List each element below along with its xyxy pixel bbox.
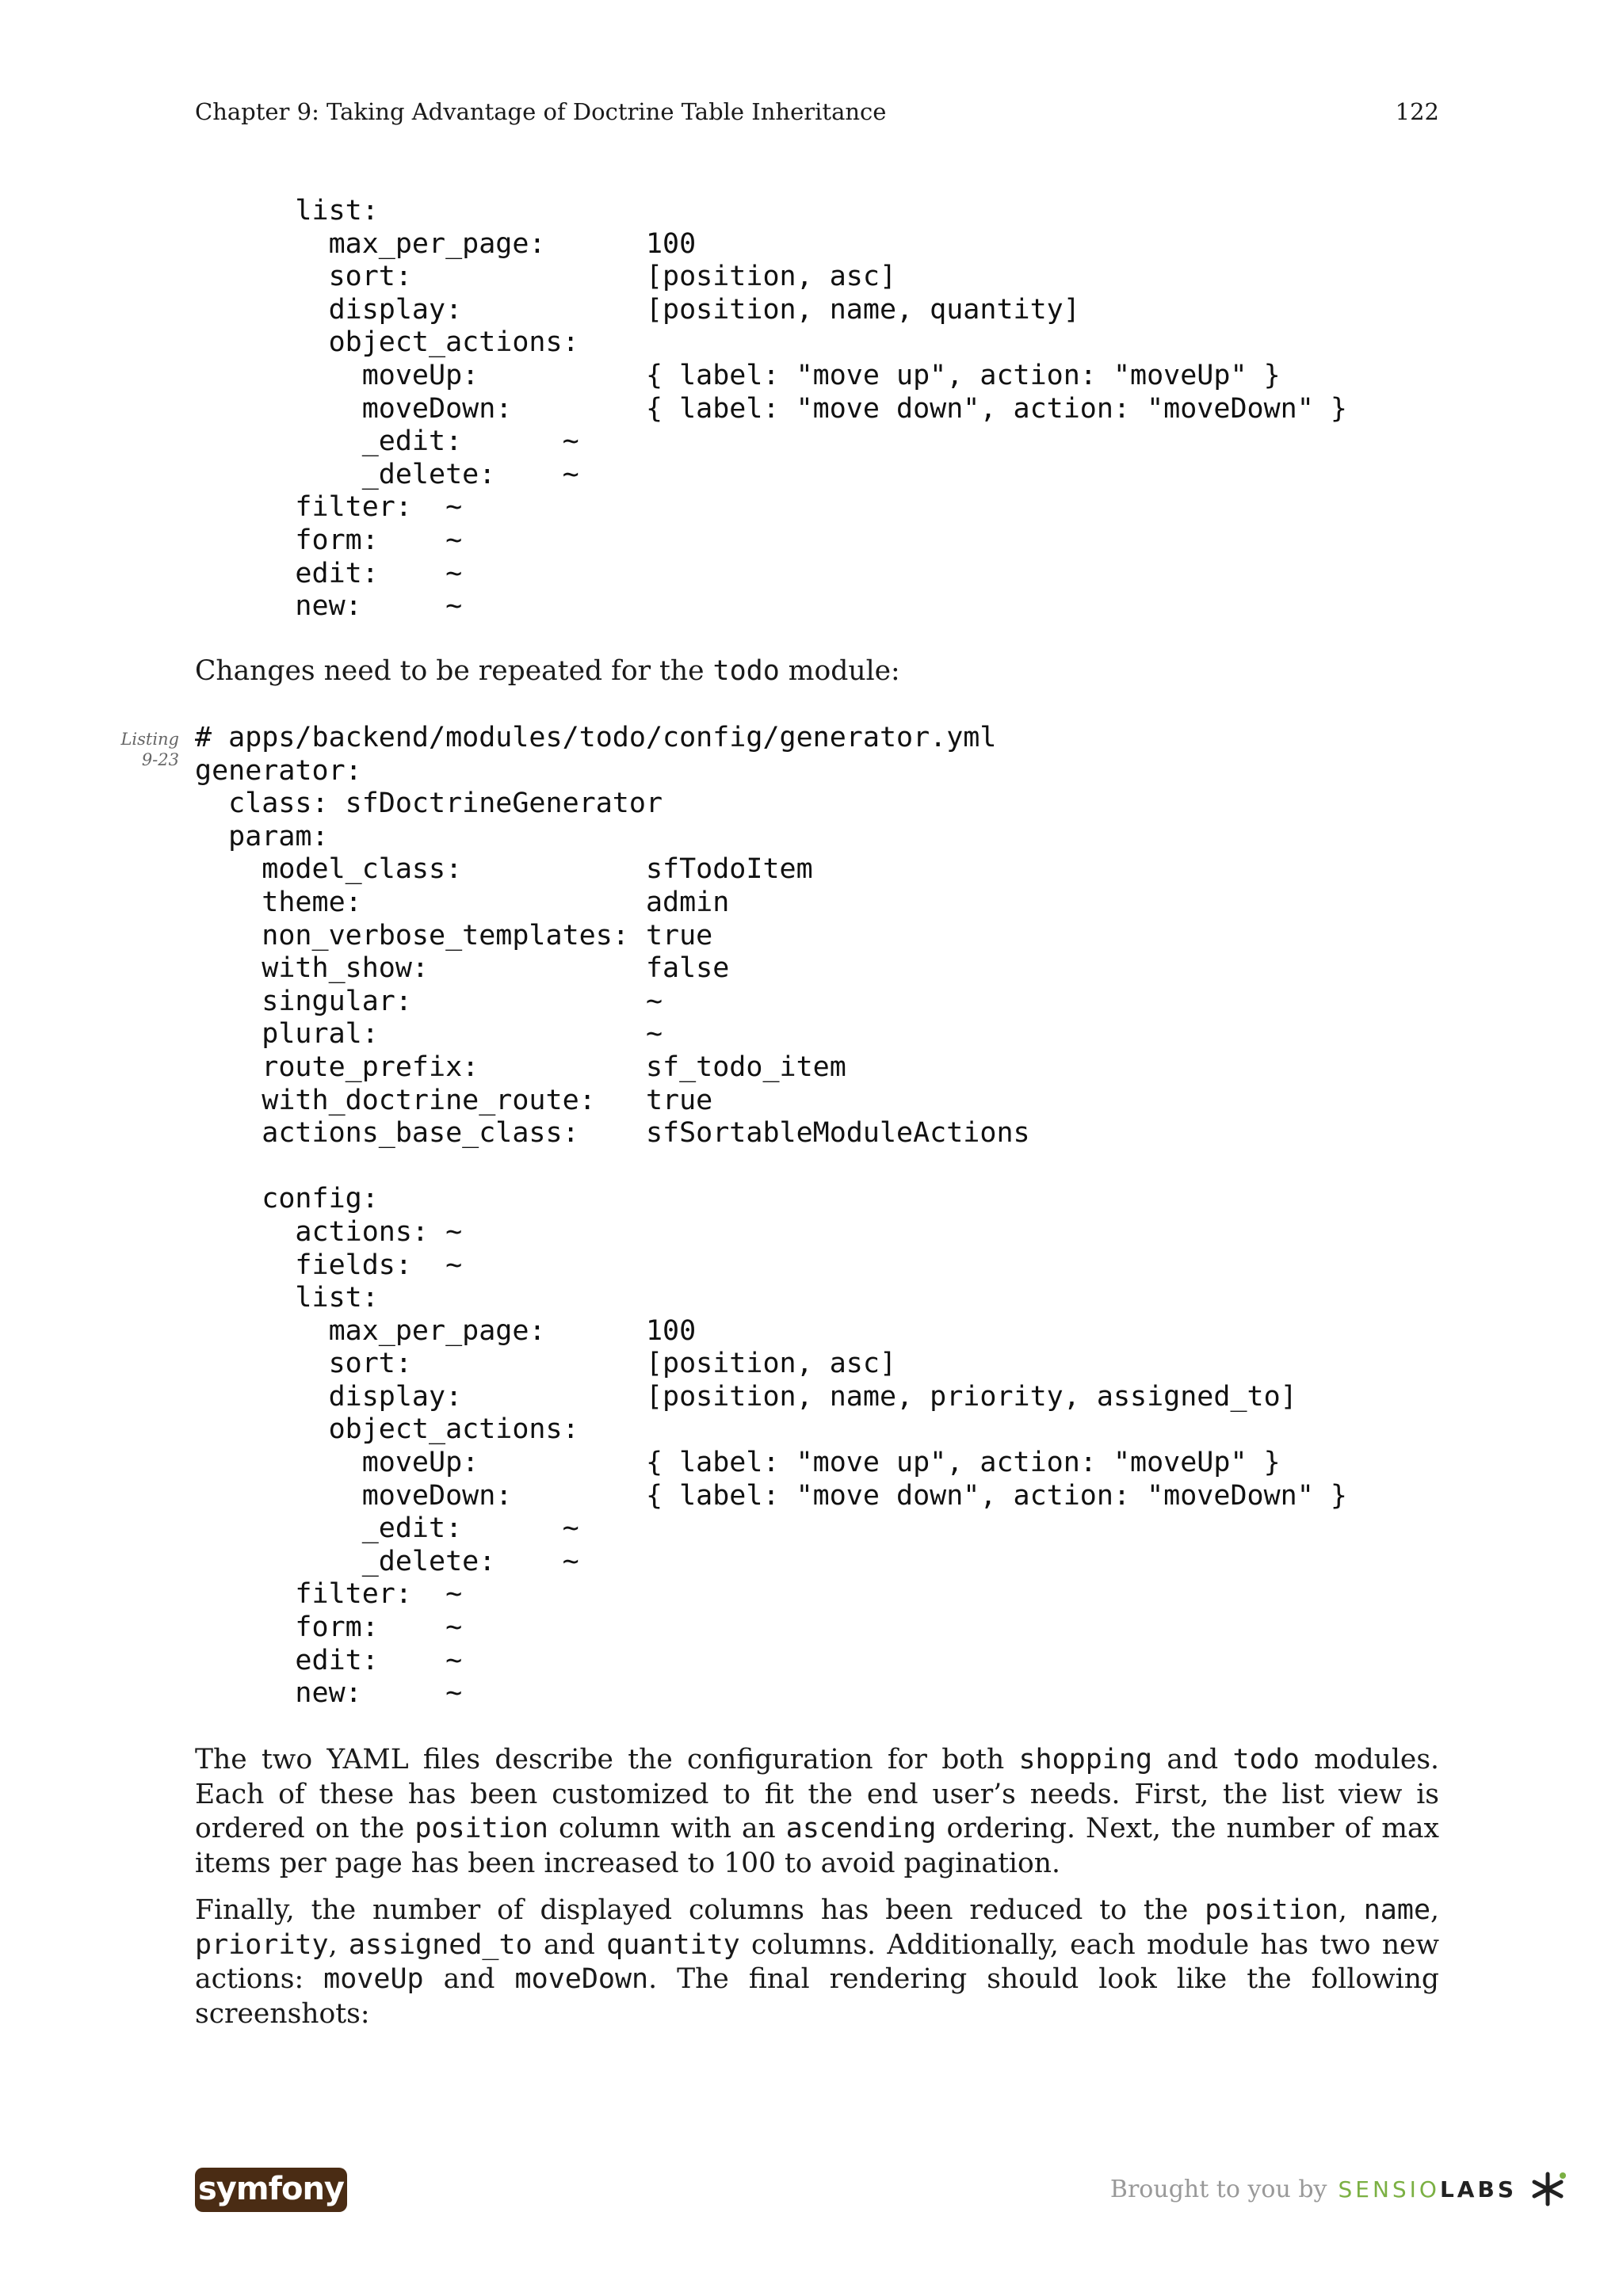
sensiolabs-star-icon bbox=[1528, 2169, 1568, 2209]
paragraph-yaml-description: The two YAML files describe the configuration for both shopping and todo modules. Each of these has been customized to fit the end user’s needs. First, the list view is ordered on the position column with an ascending ordering. Next, the number of max items per page has been increased to 100 to avoid pagination. bbox=[195, 1744, 1439, 1879]
symfony-logo: symfony bbox=[195, 2168, 347, 2212]
inline-code: todo bbox=[712, 655, 780, 687]
labs-wordmark: LABS bbox=[1439, 2176, 1517, 2203]
page-header bbox=[195, 98, 1439, 130]
code-block-shopping-config: list: max_per_page: 100 sort: [position, asc] display: [position, name, quantity] object_actions: moveUp: { label: "move up", action: "moveUp" } moveDown: { label: "move down", action: "moveDown" } _edit: ~ _delete: ~ filter: ~ form: ~ edit: ~ new: ~ bbox=[295, 195, 1347, 623]
chapter-title: Chapter 9: Taking Advantage of Doctrine Table Inheritance bbox=[195, 98, 887, 125]
listing-label: Listing 9-23 bbox=[120, 730, 179, 769]
paragraph-columns-description: Finally, the number of displayed columns has been reduced to the position, name, priority, assigned_to and quantity columns. Additionally, each module has two new actions: moveUp and moveDown. The final rendering should look like the following screenshots: bbox=[195, 1894, 1439, 2030]
sensio-wordmark: SENSIO bbox=[1338, 2176, 1440, 2203]
code-block-todo-generator: # apps/backend/modules/todo/config/generator.yml generator: class: sfDoctrineGenerator param: model_class: sfTodoItem theme: admin non_verbose_templates: true with_show: false singular: ~ plural: ~ route_prefix: sf_todo_item with_doctrine_route: true actions_base_class: sfSortableModuleActions config: actions: ~ fields: ~ list: max_per_page: 100 sort: [position, asc] display: [position, name, priority, assigned_to] object_actions: moveUp: { label: "move up", action: "moveUp" } moveDown: { label: "move down", action: "moveDown" } _edit: ~ _delete: ~ filter: ~ form: ~ edit: ~ new: ~ bbox=[195, 722, 1347, 1710]
brought-to-you-text: Brought to you by bbox=[1109, 2175, 1327, 2203]
sponsor-credit bbox=[1110, 2169, 1568, 2209]
paragraph-todo-intro: Changes need to be repeated for the todo module: bbox=[195, 655, 900, 687]
page-number: 122 bbox=[1395, 98, 1439, 125]
